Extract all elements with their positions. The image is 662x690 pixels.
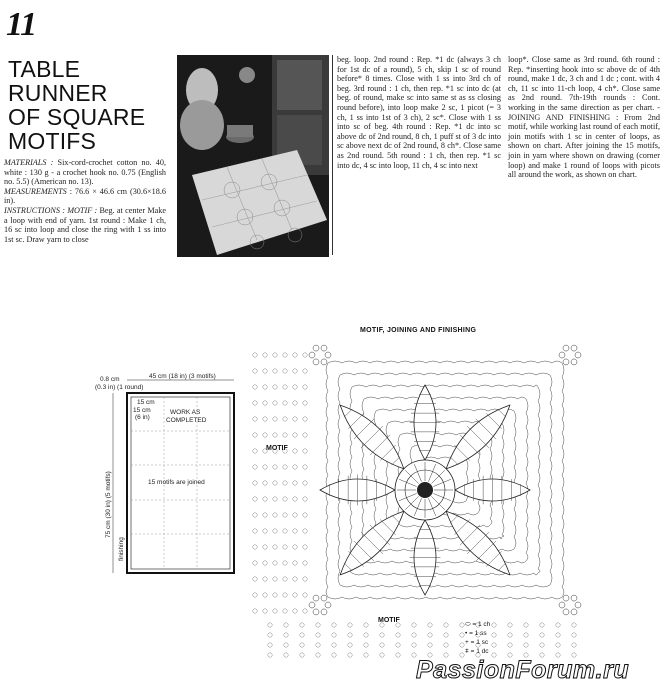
chart-title: MOTIF, JOINING AND FINISHING — [360, 327, 477, 334]
page-title — [8, 57, 168, 153]
title-line: RUNNER — [8, 80, 108, 106]
single-crochet-symbol-icon: + — [465, 639, 471, 646]
chain-symbol-icon: ⬭ — [465, 621, 473, 628]
measurements-text: : 76.6 × 46.6 cm (30.6×18.6 in). — [4, 186, 166, 206]
border-label: 0.8 cm — [100, 376, 120, 383]
instructions-column-3: loop*. Close same as 3rd round. 6th round : Rep. *inserting hook into sc above dc of 4th round, make 1 dc, 3 ch and 1 dc ; cont. with 4 ch, 11 sc into 11-ch loop, 4 ch*. Close same as 2nd round. 7th-19th rounds : Cont. working in the same direction as per chart. - JOINING AND FINISHING : From 2nd motif, while working last round of each motif, join motifs with 1 sc in center of loops, as shown on chart. After joining the 15 motifs, join in yarn where shown on drawing (corner loop) and make 1 round of loops with picots all around the work, as shown on chart. — [508, 55, 660, 180]
instructions-column-2: beg. loop. 2nd round : Rep. *1 dc (always 3 ch for 1st dc of a round), 5 ch, skip 1 sc of round before* 8 times. Close with 1 ss into 3rd ch of beg. 3rd round : 1 ch, then rep. *1 sc into dc (at beg. of round, make sc into same st as ss closing round before), into loop make 2 sc, 1 picot (= 3 ch, 1 ss into 1st of 3 ch), 2 sc*. Close with 1 ss into sc of beg. 4th round : Rep. *1 dc into sc above dc of 2nd round, 8 ch, 1 puff st of 3 dc into sc above next dc of 2nd round, 8 ch*. Close same as 2nd round. 5th round : 1 ch, then rep. *1 sc into dc, 4 sc into loop, 11 ch, 4 sc into next — [337, 55, 501, 170]
joined-label: 15 motifs are joined — [148, 479, 205, 486]
work-label: WORK AS — [170, 409, 201, 416]
motif-label: MOTIF — [266, 445, 288, 452]
cell-height-label-2: (6 in) — [135, 414, 150, 421]
double-crochet-symbol-icon: ǂ — [465, 648, 471, 655]
materials-column — [4, 158, 166, 244]
table-runner-photo — [177, 55, 329, 257]
height-label: 75 cm (30 in) (5 motifs) — [105, 471, 112, 538]
measurements-label: MEASUREMENTS — [4, 186, 67, 196]
legend-item: ǂ = 1 dc — [465, 648, 489, 655]
runner-layout-diagram — [95, 368, 255, 588]
cell-height-label: 15 cm — [133, 407, 151, 414]
cell-width-label: 15 cm — [137, 399, 155, 406]
width-label: 45 cm (18 in) (3 motifs) — [149, 373, 216, 380]
work-label-2: COMPLETED — [166, 417, 207, 424]
finishing-label: finishing — [118, 537, 125, 561]
materials-label: MATERIALS : — [4, 158, 54, 167]
legend-item: ⬭ = 1 ch — [465, 621, 491, 628]
crochet-chart — [250, 335, 582, 665]
instructions-text: Beg. at center Make a loop with end of yarn. 1st round : Make 1 ch, 16 sc into loop and close the ring with 1 ss into 1st sc. Draw yarn to close — [4, 205, 166, 244]
title-line: TABLE — [8, 56, 81, 82]
title-line: OF SQUARE — [8, 104, 146, 130]
motif-label: MOTIF — [378, 617, 400, 624]
watermark: PassionForum.ru — [416, 656, 630, 684]
pattern-number: 11 — [6, 6, 37, 43]
materials-text: Six-cord-crochet cotton no. 40, white : 130 g - a crochet hook no. 0.75 (English no. 5.5) (American no. 13). — [4, 158, 166, 187]
legend-item: • = 1 ss — [465, 630, 487, 637]
column-divider — [332, 55, 333, 255]
title-line: MOTIFS — [8, 128, 97, 154]
stitch-legend — [465, 620, 490, 656]
border-label-2: (0.3 in) (1 round) — [95, 384, 144, 391]
instructions-label: INSTRUCTIONS : MOTIF : — [4, 205, 98, 215]
legend-item: + = 1 sc — [465, 639, 489, 646]
slip-stitch-symbol-icon: • — [465, 630, 470, 637]
